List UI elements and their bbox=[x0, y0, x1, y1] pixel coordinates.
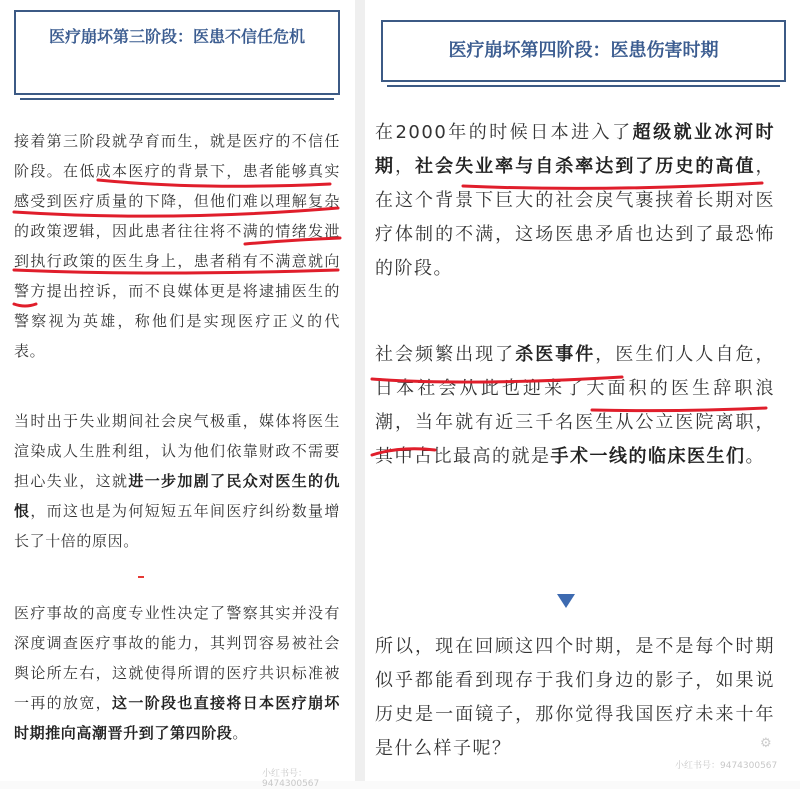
body-text: 当时出于失业期间社会戾气极重，媒体将医生渲染成人生胜利组，认为他们依靠财政不需要担心失业，这就 bbox=[14, 412, 340, 490]
emphasized-text: 这一阶段也直接将日本医疗崩坏时期推向高潮晋升到了第四阶段 bbox=[14, 694, 341, 742]
body-text: 所以，现在回顾这四个时期，是不是每个时期似乎都能看到现存于我们身边的影子，如果说历史是一面镜子，那你觉得我国医疗未来十年是什么样子呢？ bbox=[375, 636, 775, 759]
body-text: ，医生们人人自危，日本社会从此也迎来了大面积的医生辞职浪潮，当年就有近三千名医生从公立医院离职，其中占比最高的就是 bbox=[375, 344, 776, 467]
emphasized-text: 手术一线的临床医生们 bbox=[550, 446, 746, 467]
body-text: 接着第三阶段就孕育而生，就是医疗的不信任阶段。在低成本医疗的背景下，患者能够真实感受到医疗质量的下降，但他们难以理解复杂的政策逻辑，因此患者往往将不满的情绪发泄到执行政策的医生身上，患者稍有不满意就向警方提出控诉，而不良媒体更是将逮捕医生的警察视为英雄，称他们是实现医疗正义的代表。 bbox=[14, 132, 340, 360]
watermark: 小红书号：9474300567 bbox=[675, 761, 778, 771]
body-text: 医疗事故的高度专业性决定了警察其实并没有深度调查医疗事故的能力，其判罚容易被社会舆论所左右，这就使得所谓的医疗共识标准被一再的放宽， bbox=[14, 604, 340, 712]
body-text: 。 bbox=[232, 724, 249, 742]
body-text: 在2000年的时候日本进入了 bbox=[375, 122, 633, 143]
emphasized-text: 杀医事件 bbox=[515, 344, 596, 365]
body-text: ， bbox=[395, 156, 416, 177]
emphasized-text: 超级就业冰河时期 bbox=[375, 122, 775, 177]
paragraph-1 bbox=[14, 126, 340, 366]
red-dash-mark bbox=[138, 576, 144, 578]
emphasized-text: 进一步加剧了民众对医生的仇恨 bbox=[14, 472, 340, 520]
emphasized-text: 社会失业率与自杀率达到了历史的高值 bbox=[415, 156, 756, 177]
watermark: 小红书号：9474300567 bbox=[262, 769, 320, 789]
body-text: 社会频繁出现了 bbox=[375, 344, 516, 365]
panel-divider bbox=[355, 0, 365, 781]
body-text: 。 bbox=[745, 446, 765, 467]
left-panel bbox=[0, 0, 355, 789]
down-triangle-icon bbox=[557, 594, 575, 608]
body-text: ，而这也是为何短短五年间医疗纠纷数量增长了十倍的原因。 bbox=[14, 502, 340, 550]
paragraph-3 bbox=[375, 630, 775, 766]
settings-icon: ⚙ bbox=[760, 736, 772, 751]
paragraph-3 bbox=[14, 598, 340, 748]
paragraph-1 bbox=[375, 116, 775, 286]
section-title-stage3: 医疗崩坏第三阶段：医患不信任危机 bbox=[14, 10, 340, 95]
right-panel bbox=[365, 0, 800, 781]
paragraph-2 bbox=[375, 338, 775, 474]
body-text: ，在这个背景下巨大的社会戾气裹挟着长期对医疗体制的不满，这场医患矛盾也达到了最恐怖的阶段。 bbox=[375, 156, 776, 279]
section-title-stage4: 医疗崩坏第四阶段：医患伤害时期 bbox=[381, 20, 786, 82]
paragraph-2 bbox=[14, 406, 340, 556]
